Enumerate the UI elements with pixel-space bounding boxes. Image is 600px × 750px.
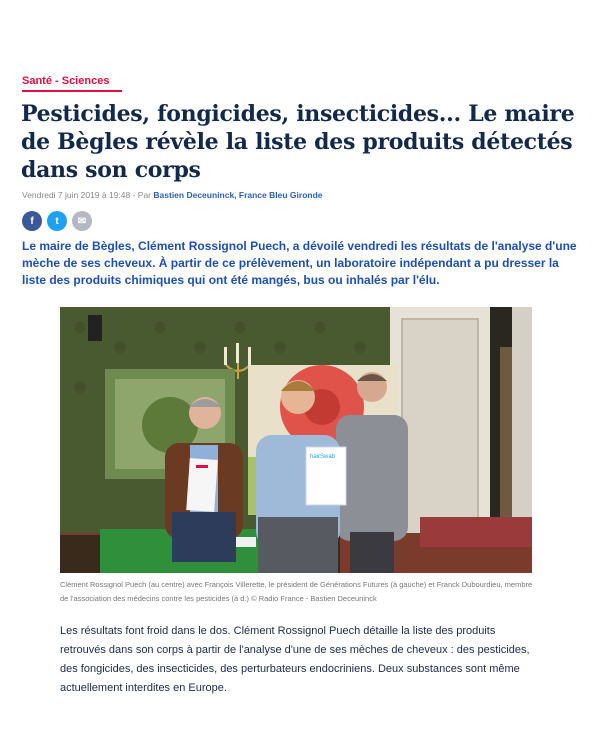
article-body-paragraph: Les résultats font froid dans le dos. Clément Rossignol Puech détaille la liste des produits retrouvés dans son corps à partir de l'analyse d'une de ses mèches de cheveux : des pesticides, des fongicides, des insecticides, des perturbateurs endocriniens. Deux substances sont même actuellement interdites en Europe. xyxy=(60,625,530,694)
email-share-icon[interactable]: ✉ xyxy=(72,211,92,231)
document-label: hairSwab xyxy=(310,454,336,460)
by-prefix: - Par xyxy=(130,190,154,200)
photo-caption: Clément Rossignol Puech (au centre) avec François Villerette, le président de Générations Futures (à gauche) et Franck Dubourdieu, membre de l'association des médecins contre les pesticides (à d.) © Radio France - Bastien Deceuninck xyxy=(60,580,533,603)
category-link[interactable]: Santé - Sciences xyxy=(22,75,122,92)
twitter-share-icon[interactable]: t xyxy=(47,211,67,231)
author-link[interactable]: Bastien Deceuninck, France Bleu Gironde xyxy=(153,190,323,200)
facebook-share-icon[interactable]: f xyxy=(22,211,42,231)
article-photo[interactable] xyxy=(60,307,532,573)
share-bar xyxy=(22,211,92,231)
article-title: Pesticides, fongicides, insecticides... Le maire de Bègles révèle la liste des produits détectés dans son corps xyxy=(21,101,575,183)
publish-date: Vendredi 7 juin 2019 à 19:48 xyxy=(22,190,131,200)
byline xyxy=(22,190,323,200)
article-lead: Le maire de Bègles, Clément Rossignol Puech, a dévoilé vendredi les résultats de l'analyse d'une mèche de ses cheveux. À partir de ce prélèvement, un laboratoire indépendant a pu dresser la liste des produits chimiques qui ont été mangés, bus ou inhalés par l'élu. xyxy=(22,239,577,287)
